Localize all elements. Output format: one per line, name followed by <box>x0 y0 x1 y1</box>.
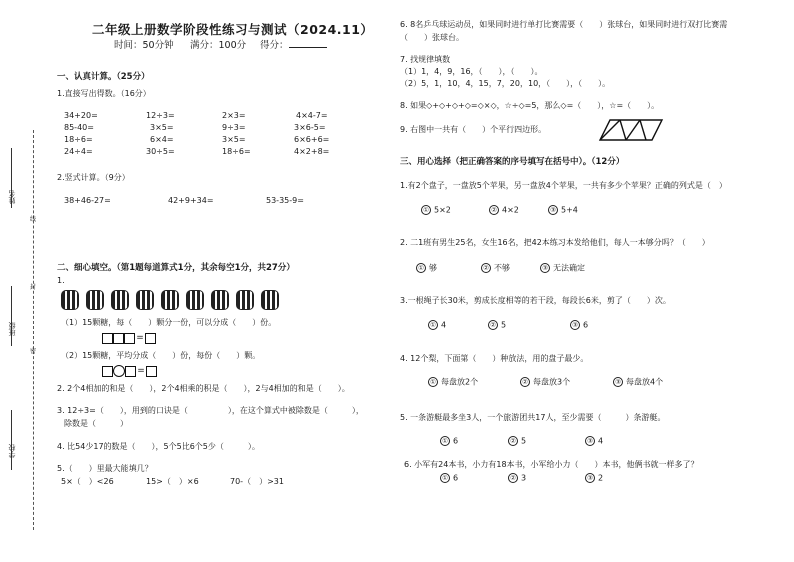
calc-4-4: 4×2+8= <box>294 147 330 156</box>
fill-q5-item-2: 15>（ ）×6 <box>146 477 199 486</box>
answer-box[interactable] <box>146 366 157 377</box>
parallelogram-figure <box>598 118 664 142</box>
seal-mark-line: 线 <box>30 216 37 223</box>
calc-3-3: 3×5= <box>222 135 246 144</box>
vertical-calc-1: 38+46-27= <box>64 196 111 205</box>
choice-q4-option-b[interactable] <box>520 377 570 387</box>
option-text: 5 <box>521 436 527 446</box>
marker-3-icon: ③ <box>570 320 580 330</box>
marker-1-icon: ① <box>416 263 426 273</box>
option-text: 3 <box>521 473 527 483</box>
option-text: 每盘放3个 <box>533 377 571 387</box>
choice-q6-option-a[interactable] <box>440 473 458 483</box>
calc-2-4: 30÷5= <box>146 147 175 156</box>
calc-2-3: 6×4= <box>150 135 174 144</box>
candy-group-icon <box>236 290 254 310</box>
score-label: 得分： <box>260 40 289 51</box>
choice-q3: 3.一根绳子长30米，剪成长度相等的若干段，每段长6米，剪了（ ）次。 <box>400 296 671 305</box>
calc-4-3: 6×6+6= <box>294 135 330 144</box>
choice-q2-option-c[interactable] <box>540 263 585 273</box>
answer-box[interactable] <box>102 333 113 344</box>
choice-q3-option-a[interactable] <box>428 320 446 330</box>
seal-mark-secret: 密 <box>30 348 37 355</box>
choice-q2: 2. 二1班有男生25名，女生16名，把42本练习本发给他们，每人一本够分吗？（ ） <box>400 238 710 247</box>
marker-2-icon: ② <box>508 436 518 446</box>
calc-3-4: 18÷6= <box>222 147 251 156</box>
fill-q7-title: 7. 找规律填数 <box>400 55 451 64</box>
score-blank <box>289 40 327 48</box>
candy-beads-figure <box>61 290 279 310</box>
option-text: 每盘放4个 <box>626 377 664 387</box>
calc-1-1: 34+20= <box>64 111 98 120</box>
option-text: 够 <box>429 263 437 273</box>
section-2-title: 二、细心填空。（第1题每道算式1分，其余每空1分，共27分） <box>57 263 295 273</box>
fill-q5-item-1: 5×（ ）<26 <box>61 477 114 486</box>
choice-q2-option-b[interactable] <box>481 263 510 273</box>
equation-boxes-1 <box>102 333 156 344</box>
name-label: 姓名 <box>8 190 16 204</box>
answer-box[interactable] <box>145 333 156 344</box>
calc-3-2: 9÷3= <box>222 123 246 132</box>
equals-sign: = <box>136 333 144 344</box>
marker-1-icon: ① <box>421 205 431 215</box>
fill-q1-part1: （1）15颗糖，每（ ）颗分一份，可以分成（ ）份。 <box>61 318 277 327</box>
calc-1-3: 18÷6= <box>64 135 93 144</box>
choice-q4: 4. 12个梨，下面第（ ）种放法，用的盘子最少。 <box>400 354 589 363</box>
calc-1-2: 85-40= <box>64 123 94 132</box>
section-3-title: 三、用心选择（把正确答案的序号填写在括号中）。（12分） <box>400 157 625 167</box>
choice-q4-option-a[interactable] <box>428 377 478 387</box>
marker-1-icon: ① <box>440 436 450 446</box>
option-text: 4 <box>598 436 604 446</box>
marker-1-icon: ① <box>440 473 450 483</box>
page-title: 二年级上册数学阶段性练习与测试（2024.11） <box>92 22 374 37</box>
calc-4-2: 3×6-5= <box>294 123 326 132</box>
answer-box[interactable] <box>125 366 136 377</box>
option-text: 6 <box>453 436 459 446</box>
fill-q9: 9. 右图中一共有（ ）个平行四边形。 <box>400 125 547 134</box>
choice-q6: 6. 小军有24本书，小力有18本书，小军给小力（ ）本书，他俩书就一样多了？ <box>404 460 699 469</box>
fill-q7-seq2: （2）5，1，10，4，15，7，20，10，（ ），（ ）。 <box>400 79 611 88</box>
choice-q5-option-b[interactable] <box>508 436 526 446</box>
vertical-calc-2: 42+9+34= <box>168 196 214 205</box>
candy-group-icon <box>86 290 104 310</box>
exam-time: 时间：50分钟 <box>114 40 174 51</box>
marker-1-icon: ① <box>428 377 438 387</box>
fill-q2: 2. 2个4相加的和是（ ），2个4相乘的积是（ ），2与4相加的和是（ ）。 <box>57 384 350 393</box>
fill-q1-number: 1. <box>57 276 65 285</box>
fill-q5: 5.（ ）里最大能填几？ <box>57 464 153 473</box>
binding-dashed-line <box>33 130 34 530</box>
answer-box[interactable] <box>102 366 113 377</box>
part-1-title: 1.直接写出得数。（16分） <box>57 89 151 98</box>
choice-q1-option-b[interactable] <box>489 205 519 215</box>
fill-q3-line2: 除数是（ ） <box>64 419 128 428</box>
marker-2-icon: ② <box>489 205 499 215</box>
calc-2-2: 3×5= <box>150 123 174 132</box>
section-1-title: 一、认真计算。（25分） <box>57 72 150 82</box>
answer-box[interactable] <box>113 333 124 344</box>
part-2-title: 2.竖式计算。（9分） <box>57 173 130 182</box>
candy-group-icon <box>186 290 204 310</box>
marker-3-icon: ③ <box>548 205 558 215</box>
fill-q1-part2: （2）15颗糖，平均分成（ ）份，每份（ ）颗。 <box>61 351 261 360</box>
candy-group-icon <box>111 290 129 310</box>
option-text: 5 <box>501 320 507 330</box>
choice-q2-option-a[interactable] <box>416 263 437 273</box>
marker-2-icon: ② <box>520 377 530 387</box>
option-text: 无法确定 <box>553 263 585 273</box>
candy-group-icon <box>211 290 229 310</box>
choice-q3-option-b[interactable] <box>488 320 506 330</box>
marker-1-icon: ① <box>428 320 438 330</box>
option-text: 不够 <box>494 263 510 273</box>
candy-group-icon <box>136 290 154 310</box>
candy-group-icon <box>161 290 179 310</box>
option-text: 4 <box>441 320 447 330</box>
marker-2-icon: ② <box>508 473 518 483</box>
fill-q6-line2: （ ）张球台。 <box>400 33 464 42</box>
equals-sign: = <box>137 365 145 376</box>
school-label: 学校 <box>8 444 16 458</box>
choice-q5-option-a[interactable] <box>440 436 458 446</box>
fill-q8: 8. 如果◇+◇+◇+◇=◇×◇，☆÷◇=5，那么◇=（ ），☆=（ ）。 <box>400 101 660 110</box>
fill-q6-line1: 6. 8名乒乓球运动员，如果同时进行单打比赛需要（ ）张球台，如果同时进行双打比赛需 <box>400 20 728 29</box>
fill-q5-item-3: 70-（ ）>31 <box>230 477 284 486</box>
equation-boxes-2 <box>102 365 157 377</box>
school-answer-line <box>11 410 12 470</box>
option-text: 6 <box>453 473 459 483</box>
option-text: 2 <box>598 473 604 483</box>
choice-q6-option-c[interactable] <box>585 473 603 483</box>
marker-2-icon: ② <box>481 263 491 273</box>
class-answer-line <box>11 286 12 346</box>
marker-3-icon: ③ <box>540 263 550 273</box>
choice-q1-option-c[interactable] <box>548 205 578 215</box>
fill-q7-seq1: （1）1，4，9，16，（ ），（ ）。 <box>400 67 543 76</box>
marker-3-icon: ③ <box>613 377 623 387</box>
answer-box[interactable] <box>124 333 135 344</box>
choice-q5-option-c[interactable] <box>585 436 603 446</box>
vertical-calc-3: 53-35-9= <box>266 196 304 205</box>
option-text: 5+4 <box>561 205 578 215</box>
choice-q5: 5. 一条游艇最多坐3人，一个旅游团共17人，至少需要（ ）条游艇。 <box>400 413 666 422</box>
fill-q3-line1: 3. 12÷3=（ ），用到的口诀是（ ），在这个算式中被除数是（ ）， <box>57 406 364 415</box>
marker-3-icon: ③ <box>585 436 595 446</box>
class-label: 班级 <box>8 322 16 336</box>
score-field[interactable] <box>260 40 327 51</box>
option-text: 4×2 <box>502 205 519 215</box>
option-text: 每盘放2个 <box>441 377 479 387</box>
calc-3-1: 2×3= <box>222 111 246 120</box>
calc-2-1: 12÷3= <box>146 111 175 120</box>
choice-q1-option-a[interactable] <box>421 205 451 215</box>
seal-mark-seal: 封 <box>30 284 37 291</box>
operator-circle[interactable] <box>113 365 125 377</box>
choice-q1: 1.有2个盘子，一盘放5个苹果，另一盘放4个苹果，一共有多少个苹果？正确的列式是（ ） <box>400 181 727 190</box>
choice-q3-option-c[interactable] <box>570 320 588 330</box>
candy-group-icon <box>261 290 279 310</box>
option-text: 6 <box>583 320 589 330</box>
option-text: 5×2 <box>434 205 451 215</box>
marker-2-icon: ② <box>488 320 498 330</box>
fill-q4: 4. 比54少17的数是（ ），5个5比6个5少（ ）。 <box>57 442 260 451</box>
choice-q6-option-b[interactable] <box>508 473 526 483</box>
full-score: 满分：100分 <box>190 40 247 51</box>
calc-1-4: 24÷4= <box>64 147 93 156</box>
candy-group-icon <box>61 290 79 310</box>
choice-q4-option-c[interactable] <box>613 377 663 387</box>
calc-4-1: 4×4-7= <box>296 111 328 120</box>
marker-3-icon: ③ <box>585 473 595 483</box>
